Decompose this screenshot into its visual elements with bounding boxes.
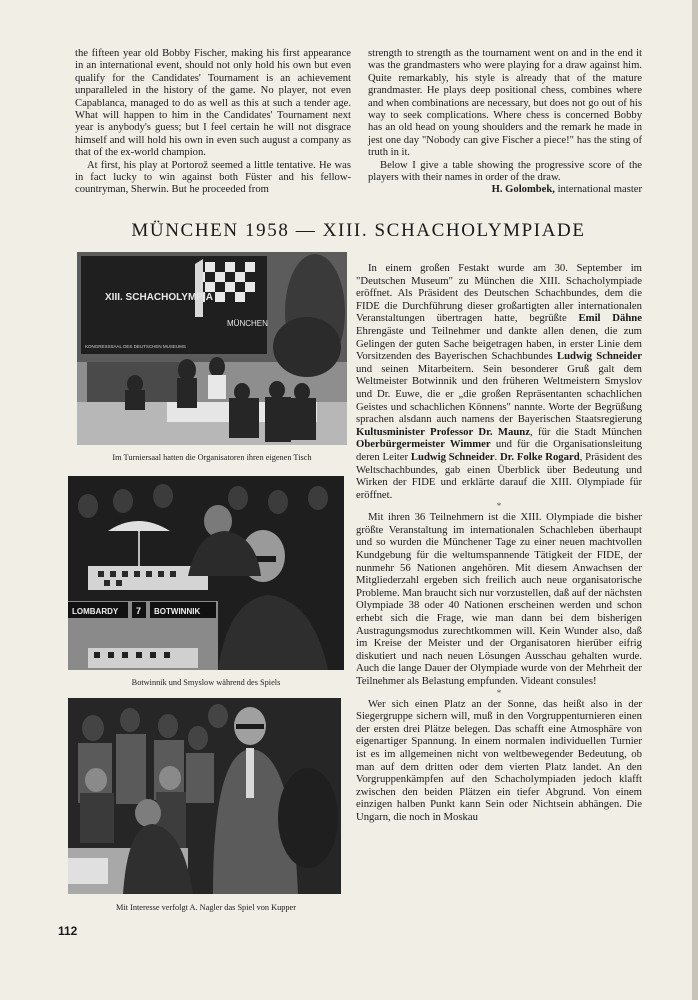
top-right-column <box>368 48 642 197</box>
top-left-paragraph-2: At first, his play at Portorož seemed a little tentative. He was in fact lucky to win against both Füster and his fellow-countryman, Sherwin. But he proceeded from <box>75 159 351 196</box>
article-headline: MÜNCHEN 1958 — XIII. SCHACHOLYMPIADE <box>131 220 586 241</box>
top-left-paragraph-1: the fifteen year old Bobby Fischer, making his first appearance in an international event, should not only hold his own but even qualify for the Candidates' Tournament is an achievement unparalleled in the history of the game. No player, not even Capablanca, managed to do as well as this at such a tender age. What will happen to him in the Candidates' Tournament next year is anybody's guess; but I feel certain he will not disgrace himself and will hold his own in even such august a company as that of the ex-world champion. <box>75 48 351 159</box>
article-body <box>356 262 642 824</box>
top-right-paragraph-1: strength to strength as the tournament went on and in the end it was the grandmasters who were playing for a draw against him. Quite remarkably, his style is already that of the mature grandmaster. He plays deep positional chess, combines where and when combinations are necessary, but does not go out of his way to seek complications. Where chess is concerned Bobby has an old head on young shoulders and the remark he made in jest one day "Nobody can give Fischer a piece!" has the sting of truth in it. <box>368 48 642 159</box>
photo-caption-2: Botwinnik und Smyslow während des Spiels <box>131 678 281 687</box>
top-left-column <box>75 48 351 197</box>
author-name: H. Golombek, <box>491 184 555 196</box>
author-signature <box>368 184 642 196</box>
board-number: 7 <box>136 606 142 616</box>
author-role: international master <box>557 184 642 196</box>
photo-tournament-hall-image <box>77 252 347 445</box>
banner-subtitle: KONGRESSSAAL DES DEUTSCHEN MUSEUMS <box>85 344 186 349</box>
nameplate-right: BOTWINNIK <box>154 607 201 616</box>
page-number: 112 <box>58 924 78 938</box>
body-paragraph-3: Wer sich einen Platz an der Sonne, das heißt also in der Siegergruppe sichern will, muß in den Vorgruppenturnieren einen der ersten drei Plätze belegen. Das schafft eine Atmosphäre von eigenartiger Spannung. In einem normalen individuellen Turnier ist es im allgemeinen nicht von weltbewegender Bedeutung, ob man auf dem dritten oder dem vierten Platz landet. An den Vorgruppenkämpfen auf den Schacholympiaden jedoch klafft zwischen den beiden Plätzen ein tiefer Abgrund. Von einem einzigen halben Punkt kann Sein oder Nichtsein abhängen. Die Ungarn, die noch in Moskau <box>356 697 642 823</box>
nameplate-left: LOMBARDY <box>72 607 119 616</box>
page-edge <box>692 0 698 1000</box>
photo-nagler-kupper <box>68 698 341 894</box>
photo-botwinnik-smyslow-image <box>68 476 344 670</box>
banner-city: MÜNCHEN <box>227 319 268 328</box>
banner-title: XIII. SCHACHOLYMPIA <box>105 292 213 303</box>
photo-caption-1: Im Turniersaal hatten die Organisatoren ihren eigenen Tisch <box>112 453 312 462</box>
body-paragraph-2: Mit ihren 36 Teilnehmern ist die XIII. Olympiade die bisher größte Veranstaltung im internationalen Schachleben überhaupt und so wurden die Münchener Tage zu einer neuen machtvollen Kundgebung für die weltumspannende Tätigkeit der FIDE, der nunmehr 56 Nationen angehören. Mit diesem Anwachsen der Mitgliederzahl ergeben sich freilich auch neue organisatorische Probleme. Man braucht sich nur vorzustellen, daß auf der nächsten Olympiade 38 oder 40 Nationen erscheinen werden und schon erhebt sich die Frage, wie man dann bei dem bisherigen Austragungsmodus zurechtkommen will. Kein Wunder also, daß im Kreise der Meister und der Organisatoren hierüber eifrig diskutiert und nach neuen Lösungen Ausschau gehalten wurde. Auch die lange Dauer der Olympiade wurde von der Mehrheit der Teilnehmer als Belastung empfunden. Videant consules! <box>356 511 642 687</box>
photo-nagler-kupper-image <box>68 698 341 894</box>
section-separator: * <box>496 501 502 512</box>
body-paragraph-1: In einem großen Festakt wurde am 30. September im "Deutschen Museum" zu München die XIII. Schacholympiade eröffnet. Als Präsident des Deutschen Schachbundes, dem die FIDE die Durchführung dieser großartigten aller internationalen Veranstaltungen übertragen hatte, begrüßte Emil Dähne Ehrengäste und Teilnehmer und dankte allen denen, die zum Gelingen der guten Sache beigetragen haben, in erster Linie dem Vorsitzenden des Bayerischen Schachbundes Ludwig Schneider und seinen Mitarbeitern. Sein besonderer Gruß galt dem Weltmeister Botwinnik und den früheren Weltmeistern Smyslov und Dr. Euwe, die er „die großen Repräsentanten schachlichen Geistes und schachlichen Könnens" nannte. Worte der Begrüßung sprachen alsdann auch namens der Bayerischen Staatsregierung Kultusminister Professor Dr. Maunz, für die Stadt München Oberbürgermeister Wimmer und für die Organisationsleitung deren Leiter Ludwig Schneider. Dr. Folke Rogard, Präsident des Weltschachbundes, gab einen Überblick über Bedeutung und Wirken der FIDE und erklärte darauf die XIII. Olympiade für eröffnet. <box>356 262 642 501</box>
photo-botwinnik-smyslow <box>68 476 344 670</box>
top-right-paragraph-2: Below I give a table showing the progressive score of the players with their names in order of the draw. <box>368 159 642 184</box>
photo-tournament-hall <box>77 252 347 445</box>
section-separator: * <box>496 687 502 698</box>
photo-caption-3: Mit Interesse verfolgt A. Nagler das Spiel von Kupper <box>116 903 296 912</box>
